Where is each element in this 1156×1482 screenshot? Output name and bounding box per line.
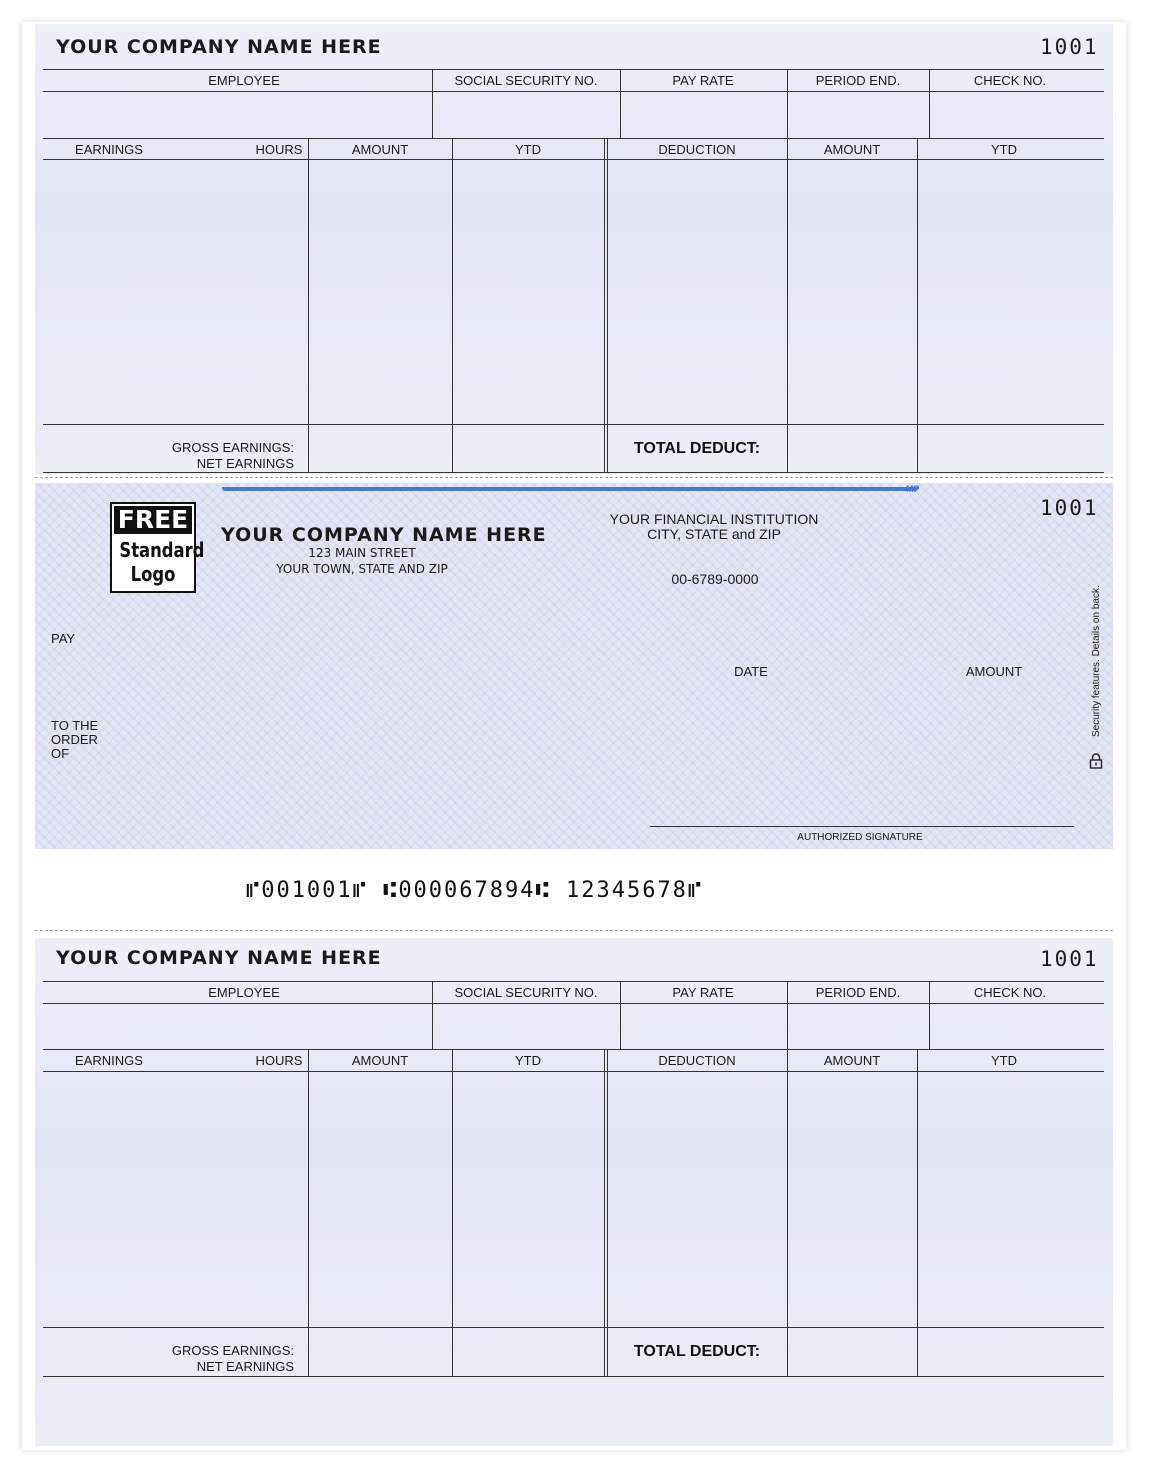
bottom-total-deduct-label: TOTAL DEDUCT:: [633, 1343, 761, 1360]
company-town: YOUR TOWN, STATE AND ZIP: [276, 562, 448, 576]
amount-label: AMOUNT: [965, 664, 1023, 679]
bottom-ytd-header: YTD: [515, 1053, 541, 1068]
logo-free-text: FREE: [114, 506, 192, 534]
perforation-line: [35, 477, 1113, 478]
bottom-deduction-ytd-header: YTD: [991, 1053, 1017, 1068]
logo-logo-text: Logo: [130, 562, 176, 586]
logo-standard-text: Standard: [119, 538, 205, 562]
bottom-hours-header: HOURS: [255, 1053, 303, 1068]
bank-city: CITY, STATE and ZIP: [647, 526, 781, 542]
date-label: DATE: [734, 664, 768, 679]
top-deduction-ytd-header: YTD: [991, 142, 1017, 157]
security-bar: [222, 487, 918, 491]
bottom-stub-company-name: YOUR COMPANY NAME HERE: [56, 947, 382, 969]
bottom-pay-rate-header: PAY RATE: [672, 985, 734, 1000]
top-total-deduct-label: TOTAL DEDUCT:: [633, 440, 761, 457]
top-deduction-header: DEDUCTION: [658, 142, 736, 157]
top-hours-header: HOURS: [255, 142, 303, 157]
perforation-line-bottom: [35, 930, 1113, 931]
to-the-label: TO THE: [51, 718, 99, 733]
padlock-icon: [1089, 753, 1103, 769]
fraction-code: 00-6789-0000: [671, 571, 759, 587]
company-street: 123 MAIN STREET: [308, 546, 416, 560]
top-stub-check-number: 1001: [1040, 35, 1099, 59]
top-gross-earnings-label: GROSS EARNINGS:: [171, 440, 294, 455]
bottom-ssn-header: SOCIAL SECURITY NO.: [454, 985, 598, 1000]
authorized-signature-label: AUTHORIZED SIGNATURE: [797, 832, 923, 843]
bottom-net-earnings-label: NET EARNINGS: [196, 1359, 294, 1374]
pay-label: PAY: [51, 631, 76, 646]
bottom-gross-earnings-label: GROSS EARNINGS:: [171, 1343, 294, 1358]
top-amount-header: AMOUNT: [351, 142, 409, 157]
signature-line: [650, 826, 1074, 827]
top-employee-header: EMPLOYEE: [208, 73, 280, 88]
bottom-check-no-header: CHECK NO.: [973, 985, 1047, 1000]
bank-name: YOUR FINANCIAL INSTITUTION: [609, 511, 819, 527]
bottom-deduction-header: DEDUCTION: [658, 1053, 736, 1068]
check-number: 1001: [1040, 496, 1099, 520]
top-deduction-amount-header: AMOUNT: [823, 142, 881, 157]
bottom-deduction-amount-header: AMOUNT: [823, 1053, 881, 1068]
top-net-earnings-label: NET EARNINGS: [196, 456, 294, 471]
bottom-amount-header: AMOUNT: [351, 1053, 409, 1068]
bottom-period-end-header: PERIOD END.: [815, 985, 901, 1000]
top-ssn-header: SOCIAL SECURITY NO.: [454, 73, 598, 88]
micr-line: ⑈001001⑈ ⑆000067894⑆ 12345678⑈: [246, 878, 704, 903]
bottom-earnings-header: EARNINGS: [75, 1053, 143, 1068]
top-earnings-header: EARNINGS: [75, 142, 143, 157]
order-label: ORDER: [51, 732, 98, 747]
top-pay-rate-header: PAY RATE: [672, 73, 734, 88]
bottom-employee-header: EMPLOYEE: [208, 985, 280, 1000]
top-check-no-header: CHECK NO.: [973, 73, 1047, 88]
bottom-stub-check-number: 1001: [1040, 947, 1099, 971]
security-features-note: Security features. Details on back.: [1091, 585, 1102, 737]
top-stub-company-name: YOUR COMPANY NAME HERE: [56, 36, 382, 58]
top-period-end-header: PERIOD END.: [815, 73, 901, 88]
check-company-name: YOUR COMPANY NAME HERE: [221, 524, 547, 546]
mp-mark: MP: [906, 484, 920, 494]
of-label: OF: [51, 746, 70, 761]
top-ytd-header: YTD: [515, 142, 541, 157]
company-logo: [110, 502, 205, 593]
